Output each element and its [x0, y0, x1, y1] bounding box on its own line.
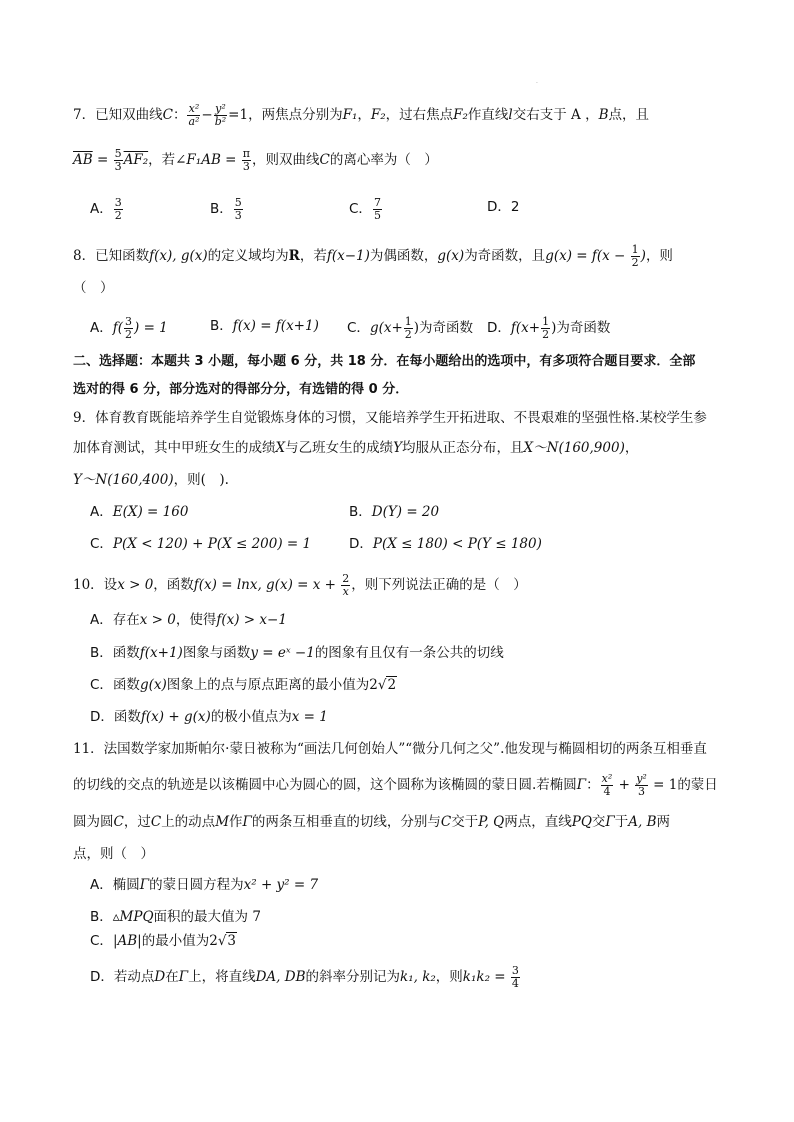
q7-pi-num: π — [242, 147, 251, 160]
option-text: 若动点 — [113, 969, 155, 985]
q11-option-d — [90, 965, 521, 990]
frac-den: 2 — [125, 328, 133, 341]
option-label: B． — [90, 909, 113, 925]
q10-option-b — [90, 643, 504, 663]
q7-colon: ： — [172, 107, 187, 123]
q11-gamma: Γ — [605, 814, 615, 830]
frac-num: 5 — [234, 196, 242, 209]
option-math: y = eˣ −1 — [250, 645, 315, 661]
q11-stem-line1: 11．法国数学家加斯帕尔·蒙日被称为“画法几何创始人”“微分几何之父”.他发现与椭圆相切的两条互相垂直 — [73, 741, 707, 757]
q7-line-l: l — [508, 107, 513, 123]
option-text: 的斜率分别记为 — [305, 969, 401, 985]
q7-vec-ab: $\overline{AB}$ — [73, 152, 93, 168]
q9-ydist: Y～N(160,400) — [73, 472, 174, 488]
q7-k-num: 5 — [114, 147, 122, 160]
q8-gx: g(x) — [437, 248, 465, 264]
frac-num: 1 — [404, 315, 412, 328]
option-text: 椭圆 — [112, 877, 140, 893]
option-label: A． — [90, 201, 113, 217]
q11-c: C — [150, 814, 162, 830]
q11-text: 交 — [591, 814, 606, 830]
frac-num: x² — [601, 772, 613, 785]
q7-frac-pi — [242, 148, 251, 173]
frac-den: 2 — [114, 209, 122, 222]
frac-den: 3 — [234, 209, 242, 222]
q11-text: 的蒙日 — [677, 777, 718, 793]
q11-text: ，过 — [123, 814, 151, 830]
q9-option-d — [349, 534, 542, 554]
option-math: f(x+1) — [139, 645, 183, 661]
q11-text: 于 — [614, 814, 629, 830]
option-frac — [124, 316, 133, 341]
q9-stem-line2 — [73, 438, 638, 458]
q7-frac1-num: x² — [188, 102, 200, 115]
q11-option-c: C．|AB|的最小值为2√3 — [90, 933, 237, 949]
q7-frac1-den: a² — [188, 115, 200, 128]
frac-num: 1 — [631, 243, 639, 256]
option-math: ) = 1 — [134, 320, 168, 336]
option-radicand: 3 — [227, 933, 237, 949]
option-math: 2 — [209, 933, 218, 949]
frac-den: 2 — [631, 256, 639, 269]
frac-den: 3 — [638, 785, 646, 798]
q7-minus: − — [201, 107, 213, 123]
q11-pq-line: PQ — [571, 814, 592, 830]
option-value: 2 — [510, 199, 520, 215]
q8-text: 的定义域均为 — [207, 248, 289, 264]
option-math: g(x) — [139, 677, 167, 693]
option-text: 函数 — [113, 709, 141, 725]
q11-m: M — [215, 814, 230, 830]
q7-eq2: = — [220, 152, 241, 168]
option-label: A． — [90, 877, 113, 893]
option-label: A． — [90, 320, 113, 336]
option-radicand: 2 — [387, 677, 397, 693]
q7-k-den: 3 — [114, 160, 122, 173]
q7-text: 作直线 — [467, 107, 509, 123]
option-text: 存在 — [112, 612, 140, 628]
option-label: B． — [210, 318, 233, 334]
q8-stem-line2 — [73, 278, 114, 298]
q10-option-a — [90, 610, 287, 630]
option-text: 的极小值点为 — [210, 709, 292, 725]
option-label: C． — [90, 933, 113, 949]
q7-text: 交右支于 A ， — [512, 107, 599, 123]
option-math: f(x) = f(x+1) — [232, 318, 319, 334]
q11-text: 上的动点 — [161, 814, 216, 830]
section2-heading-line1: 二、选择题：本题共 3 小题，每小题 6 分，共 18 分．在每小题给出的选项中，有多项符合题目要求．全部 — [73, 354, 696, 369]
q8-half — [631, 244, 640, 269]
option-label: A． — [90, 504, 113, 520]
q7-curve: C — [319, 152, 330, 168]
option-math: 2 — [369, 677, 378, 693]
q7-frac-k — [114, 148, 123, 173]
q9-option-b — [349, 502, 439, 522]
q7-frac2 — [214, 103, 227, 128]
option-label: D． — [487, 320, 511, 336]
option-math: ▵MPQ — [112, 909, 154, 925]
q11-plus: + — [614, 777, 635, 793]
option-text: 上，将直线 — [188, 969, 256, 985]
q10-option-c: C．函数g(x)图象上的点与原点距离的最小值为2√2 — [90, 677, 397, 693]
q8-gx-eq: g(x) = f(x − — [545, 248, 630, 264]
frac-num: 3 — [511, 964, 519, 977]
q7-option-c — [349, 197, 383, 222]
option-label: D． — [349, 536, 373, 552]
q11-ab: A, B — [628, 814, 657, 830]
q8-fg: f(x), g(x) — [149, 248, 208, 264]
option-text: 的图象有且仅有一条公共的切线 — [314, 645, 504, 661]
frac-num: 7 — [373, 196, 381, 209]
frac-num: y² — [636, 772, 647, 785]
q8-stem-line1 — [73, 244, 673, 269]
q7-stem-line1 — [73, 103, 649, 128]
option-math: Γ — [139, 877, 150, 893]
frac-den: 2 — [404, 328, 412, 341]
option-math: f(x) > x−1 — [216, 612, 287, 628]
q8-option-a — [90, 316, 168, 341]
option-math: x² + y² = 7 — [243, 877, 319, 893]
q11-text: 圆为圆 — [73, 814, 114, 830]
option-text: 的最小值为 — [141, 933, 210, 949]
q10-option-d — [90, 707, 328, 727]
q8-text: ，若 — [299, 248, 327, 264]
option-label: B． — [90, 645, 113, 661]
option-math: Γ — [178, 969, 189, 985]
option-label: B． — [210, 201, 233, 217]
q7-stem-line2 — [73, 148, 438, 173]
q8-paren: （ ） — [73, 280, 114, 296]
frac-num: 1 — [542, 315, 550, 328]
q7-option-b — [210, 197, 244, 222]
q8-text: 为偶函数， — [369, 248, 438, 264]
q7-text: ，则双曲线 — [252, 152, 320, 168]
frac-num: 3 — [125, 315, 133, 328]
q7-frac2-den: b² — [214, 115, 227, 128]
option-label: C． — [90, 536, 113, 552]
frac-den: 2 — [542, 328, 550, 341]
option-math: E(X) = 160 — [112, 504, 189, 520]
q11-eq: = 1 — [648, 777, 678, 793]
option-math: )为奇函数 — [413, 320, 474, 336]
q7-f2: F₂ — [370, 107, 386, 123]
option-math: D — [154, 969, 166, 985]
option-math: |AB| — [112, 933, 142, 949]
section2-heading-line2: 选对的得 6 分，部分选对的得部分分，有选错的得 0 分． — [73, 382, 409, 397]
option-math: g(x+ — [369, 320, 403, 336]
frac-den: 4 — [511, 977, 519, 990]
option-math: k₁, k₂ — [400, 969, 436, 985]
q7-text: ，若∠ — [148, 152, 187, 168]
q11-gamma: Γ — [576, 777, 587, 793]
page-dot: · — [536, 80, 538, 87]
q11-text: 作 — [229, 814, 243, 830]
option-math: )为奇函数 — [551, 320, 611, 336]
option-frac — [511, 965, 520, 990]
frac-den: 4 — [603, 785, 611, 798]
q7-text: 点，且 — [608, 107, 650, 123]
q7-comma: ， — [357, 107, 371, 123]
q9-x: X — [275, 440, 286, 456]
option-label: A． — [90, 612, 113, 628]
q9-stem-line1: 9．体育教育既能培养学生自觉锻炼身体的习惯，又能培养学生开拓进取、不畏艰难的坚强性格.某校学生参 — [73, 410, 707, 426]
q11-c: C — [113, 814, 124, 830]
q9-xdist: X～N(160,900) — [523, 440, 625, 456]
option-math: D(Y) = 20 — [371, 504, 440, 520]
q11-text: 的切线的交点的轨迹是以该椭圆中心为圆心的圆，这个圆称为该椭圆的蒙日圆.若椭圆 — [73, 777, 577, 793]
option-label: D． — [90, 709, 114, 725]
q11-colon: ： — [586, 777, 600, 793]
option-math: f(x+ — [510, 320, 541, 336]
q11-text: 两点，直线 — [504, 814, 572, 830]
q7-f2: F₂ — [453, 107, 468, 123]
option-text: 在 — [165, 969, 179, 985]
q8-reals: R — [288, 248, 300, 264]
q11-stem-line2 — [73, 773, 718, 798]
option-label: C． — [349, 201, 372, 217]
option-label: B． — [349, 504, 372, 520]
q11-text: 两 — [656, 814, 671, 830]
q7-frac1 — [187, 103, 200, 128]
option-text: ，使得 — [175, 612, 217, 628]
q10-xpos: x > 0 — [117, 577, 154, 593]
q9-text: ，则( ). — [173, 472, 229, 488]
q11-pq: P, Q — [478, 814, 505, 830]
q10-fdef: f(x) = lnx, g(x) = x + — [193, 577, 341, 593]
q11-option-b — [90, 907, 261, 927]
frac-den: x — [342, 585, 349, 598]
q8-close: ) — [640, 248, 646, 264]
q7-frac2-num: y² — [215, 102, 226, 115]
q9-y: Y — [393, 440, 403, 456]
option-math: x > 0 — [139, 612, 176, 628]
q10-stem — [73, 573, 527, 598]
option-frac — [404, 316, 413, 341]
option-text: 函数 — [112, 645, 140, 661]
q11-text: 交于 — [451, 814, 479, 830]
frac-den: 5 — [373, 209, 381, 222]
q8-option-c — [347, 316, 473, 341]
q7-text: ，过右焦点 — [385, 107, 454, 123]
q9-option-a — [90, 502, 188, 522]
option-math: P(X < 120) + P(X ≤ 200) = 1 — [112, 536, 312, 552]
q10-frac — [341, 573, 350, 598]
q11-frac1 — [601, 773, 614, 798]
option-text: 的蒙日圆方程为 — [149, 877, 244, 893]
q7-eq-rhs: =1 — [228, 107, 249, 123]
q7-text: 的离心率为（ ） — [329, 152, 438, 168]
q11-text: 的两条互相垂直的切线，分别与 — [251, 814, 441, 830]
q8-option-d — [487, 316, 610, 341]
q9-text: 均服从正态分布，且 — [402, 440, 524, 456]
q7-f1: F₁ — [342, 107, 358, 123]
q8-text: 8．已知函数 — [73, 248, 150, 264]
option-math: k₁k₂ = — [462, 969, 510, 985]
frac-num: 2 — [342, 572, 350, 585]
option-label: D． — [90, 969, 114, 985]
frac-num: 3 — [114, 196, 122, 209]
option-text: 图象与函数 — [182, 645, 251, 661]
q7-b: B — [598, 107, 609, 123]
option-frac — [234, 197, 243, 222]
option-text: 图象上的点与原点距离的最小值为 — [166, 677, 370, 693]
option-frac — [114, 197, 123, 222]
q8-option-b — [210, 316, 319, 336]
q10-text: ，函数 — [153, 577, 194, 593]
q7-vec-af2: AF₂ — [123, 152, 149, 168]
option-frac — [373, 197, 382, 222]
q10-text: 10．设 — [73, 577, 118, 593]
q11-stem-line3 — [73, 812, 670, 832]
option-label: C． — [347, 320, 370, 336]
q9-option-c — [90, 534, 311, 554]
q7-pi-den: 3 — [242, 160, 250, 173]
q8-fx1: f(x−1) — [326, 248, 370, 264]
q7-curve: C — [162, 107, 173, 123]
option-math: f( — [112, 320, 124, 336]
option-text: 函数 — [112, 677, 140, 693]
q9-stem-line3 — [73, 470, 229, 490]
option-text: ，则 — [435, 969, 463, 985]
q7-text: ，两焦点分别为 — [248, 107, 343, 123]
option-frac — [541, 316, 550, 341]
q11-option-a — [90, 875, 318, 895]
q10-text: ，则下列说法正确的是（ ） — [351, 577, 527, 593]
option-text: 面积的最大值为 7 — [153, 909, 261, 925]
q7-text: 7．已知双曲线 — [73, 107, 163, 123]
q7-option-d — [487, 197, 520, 217]
q7-option-a — [90, 197, 124, 222]
option-math: f(x) + g(x) — [140, 709, 211, 725]
q9-text: 与乙班女生的成绩 — [285, 440, 394, 456]
q7-eq: = — [92, 152, 113, 168]
option-math: x = 1 — [291, 709, 328, 725]
q11-c: C — [440, 814, 452, 830]
q9-text: 加体育测试，其中甲班女生的成绩 — [73, 440, 276, 456]
q7-angle: F₁AB — [186, 152, 221, 168]
q11-frac2 — [635, 773, 648, 798]
q8-text: 为奇函数，且 — [464, 248, 546, 264]
q9-text: ， — [624, 440, 639, 456]
option-label: D． — [487, 199, 511, 215]
option-math: P(X ≤ 180) < P(Y ≤ 180) — [372, 536, 542, 552]
option-label: C． — [90, 677, 113, 693]
q11-gamma: Γ — [242, 814, 252, 830]
q8-text: ，则 — [645, 248, 673, 264]
option-math: DA, DB — [255, 969, 306, 985]
q11-stem-line4: 点，则（ ） — [73, 846, 154, 862]
